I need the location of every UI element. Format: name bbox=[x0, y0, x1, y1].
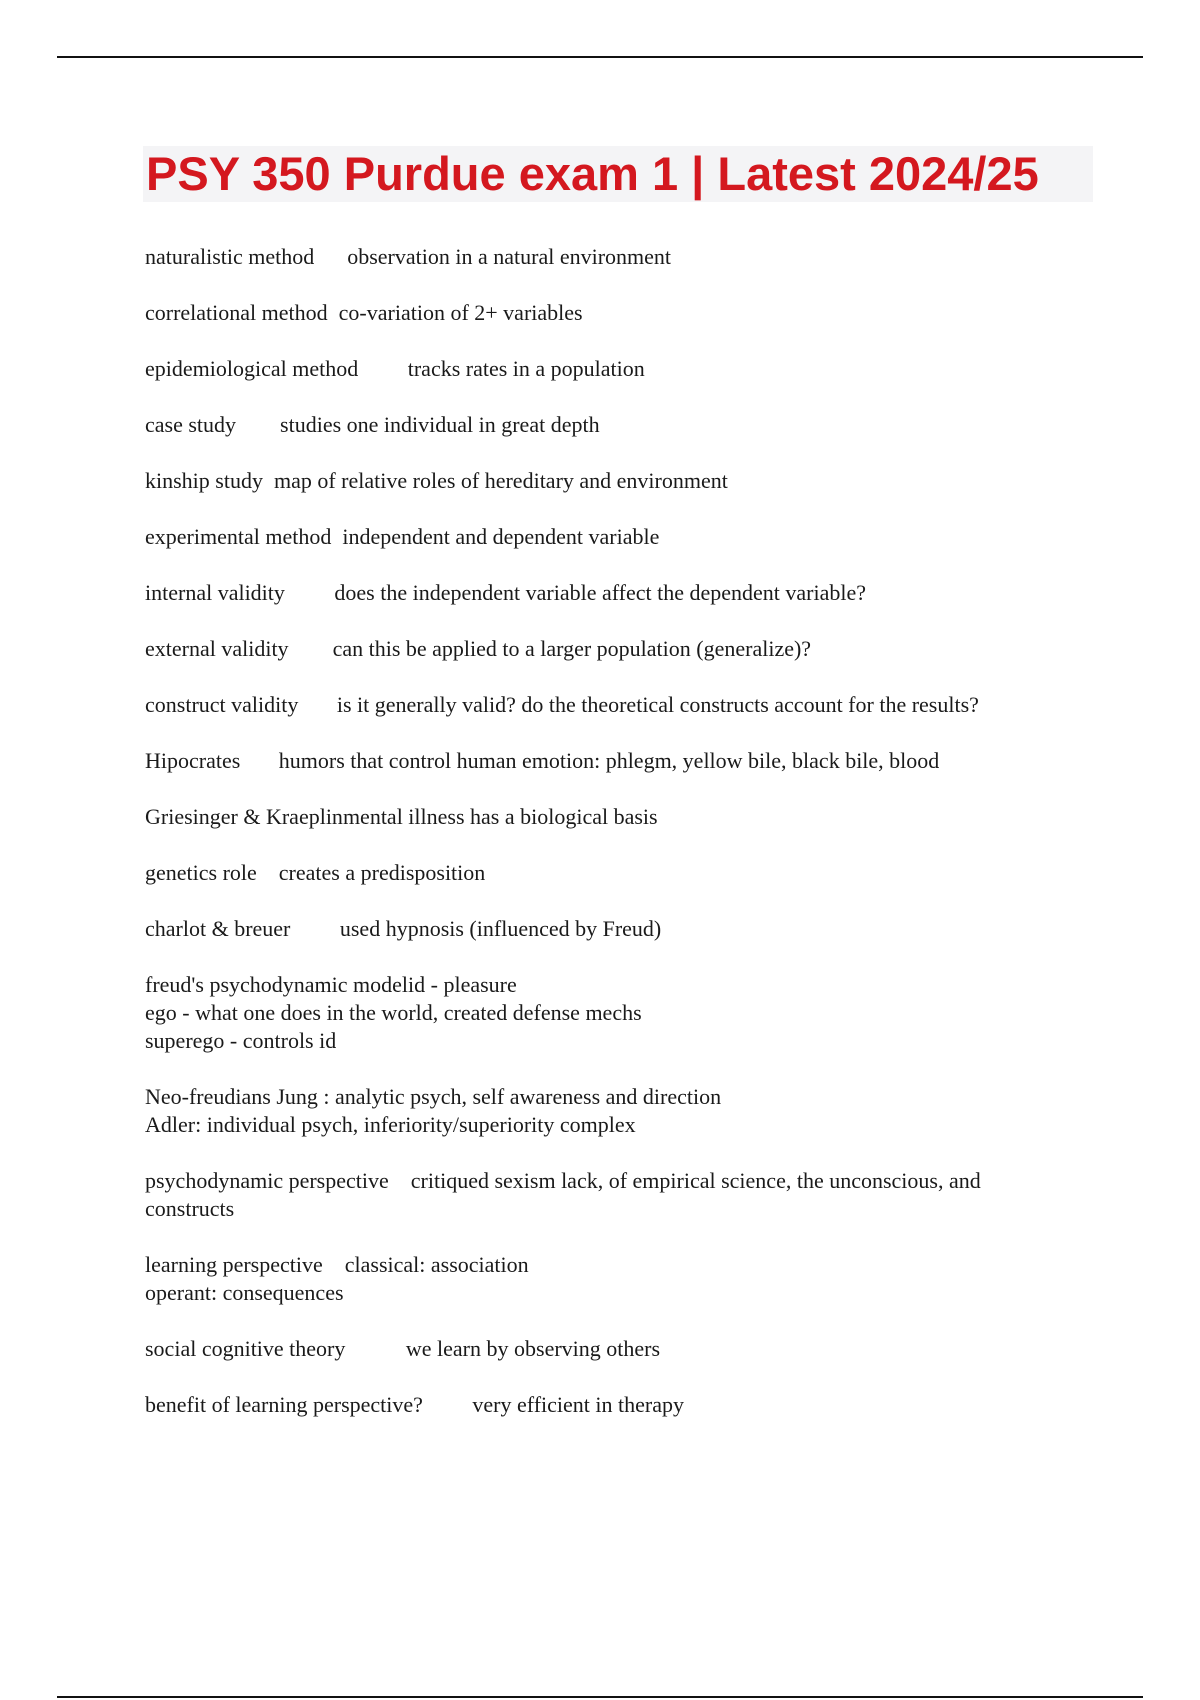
entry-term: social cognitive theory bbox=[145, 1336, 346, 1361]
entry-case-study bbox=[145, 411, 1105, 439]
entry-freud-psychodynamic-model bbox=[145, 971, 1105, 1055]
entry-definition: observation in a natural environment bbox=[347, 244, 672, 269]
entry-term: correlational method bbox=[145, 300, 328, 325]
entry-definition: is it generally valid? do the theoretical constructs account for the results? bbox=[336, 692, 979, 717]
entry-definition-line: operant: consequences bbox=[145, 1280, 344, 1305]
entry-definition: tracks rates in a population bbox=[407, 356, 645, 381]
entry-definition: does the independent variable affect the dependent variable? bbox=[334, 580, 867, 605]
entry-definition: creates a predisposition bbox=[278, 860, 486, 885]
entry-kinship-study bbox=[145, 467, 1105, 495]
entry-term: charlot & breuer bbox=[145, 916, 291, 941]
entry-psychodynamic-perspective bbox=[145, 1167, 1105, 1223]
entry-definition: studies one individual in great depth bbox=[280, 412, 600, 437]
entry-term: freud's psychodynamic model bbox=[145, 972, 409, 997]
entry-definition: classical: association bbox=[344, 1252, 529, 1277]
entry-term: psychodynamic perspective bbox=[145, 1168, 389, 1193]
bottom-rule bbox=[57, 1696, 1143, 1698]
entry-external-validity bbox=[145, 635, 1105, 663]
entry-term: experimental method bbox=[145, 524, 332, 549]
entry-definition: very efficient in therapy bbox=[472, 1392, 684, 1417]
entry-term: construct validity bbox=[145, 692, 299, 717]
entry-hipocrates bbox=[145, 747, 1105, 775]
entry-definition: critiqued sexism lack, of empirical science, the unconscious, and bbox=[410, 1168, 981, 1193]
entry-definition: can this be applied to a larger population (generalize)? bbox=[332, 636, 812, 661]
entry-benefit-learning-perspective bbox=[145, 1391, 1105, 1419]
document-title: PSY 350 Purdue exam 1 | Latest 2024/25 bbox=[146, 147, 1039, 200]
entry-griesinger-kraeplin bbox=[145, 803, 1105, 831]
entry-term: Griesinger & Kraeplin bbox=[145, 804, 343, 829]
entry-definition: id - pleasure bbox=[408, 972, 517, 997]
entry-charlot-breuer bbox=[145, 915, 1105, 943]
entry-correlational-method bbox=[145, 299, 1105, 327]
entry-term: kinship study bbox=[145, 468, 263, 493]
entry-experimental-method bbox=[145, 523, 1105, 551]
entry-term: Neo-freudians bbox=[145, 1084, 271, 1109]
entry-term: case study bbox=[145, 412, 237, 437]
entry-term: genetics role bbox=[145, 860, 257, 885]
entry-internal-validity bbox=[145, 579, 1105, 607]
entry-definition-line: constructs bbox=[145, 1196, 235, 1221]
entry-construct-validity bbox=[145, 691, 1105, 719]
entry-term: internal validity bbox=[145, 580, 285, 605]
entry-term: learning perspective bbox=[145, 1252, 323, 1277]
entry-term: Hipocrates bbox=[145, 748, 241, 773]
entry-definition: Jung : analytic psych, self awareness and direction bbox=[276, 1084, 722, 1109]
entry-definition: co-variation of 2+ variables bbox=[338, 300, 583, 325]
entry-term: external validity bbox=[145, 636, 289, 661]
entry-naturalistic-method bbox=[145, 243, 1105, 271]
entry-epidemiological-method bbox=[145, 355, 1105, 383]
entry-learning-perspective bbox=[145, 1251, 1105, 1307]
entry-neo-freudians bbox=[145, 1083, 1105, 1139]
top-rule bbox=[57, 56, 1143, 58]
entry-definition: humors that control human emotion: phlegm, yellow bile, black bile, blood bbox=[278, 748, 940, 773]
entry-definition: used hypnosis (influenced by Freud) bbox=[339, 916, 662, 941]
entry-definition: mental illness has a biological basis bbox=[342, 804, 658, 829]
entry-term: naturalistic method bbox=[145, 244, 315, 269]
flashcard-list bbox=[145, 243, 1105, 1447]
entry-social-cognitive-theory bbox=[145, 1335, 1105, 1363]
entry-genetics-role bbox=[145, 859, 1105, 887]
entry-term: benefit of learning perspective? bbox=[145, 1392, 423, 1417]
entry-definition-line: Adler: individual psych, inferiority/superiority complex bbox=[145, 1112, 636, 1137]
entry-definition-line: superego - controls id bbox=[145, 1028, 337, 1053]
entry-definition: map of relative roles of hereditary and environment bbox=[273, 468, 728, 493]
entry-definition: independent and dependent variable bbox=[342, 524, 660, 549]
entry-term: epidemiological method bbox=[145, 356, 359, 381]
entry-definition-line: ego - what one does in the world, created defense mechs bbox=[145, 1000, 642, 1025]
entry-definition: we learn by observing others bbox=[405, 1336, 661, 1361]
